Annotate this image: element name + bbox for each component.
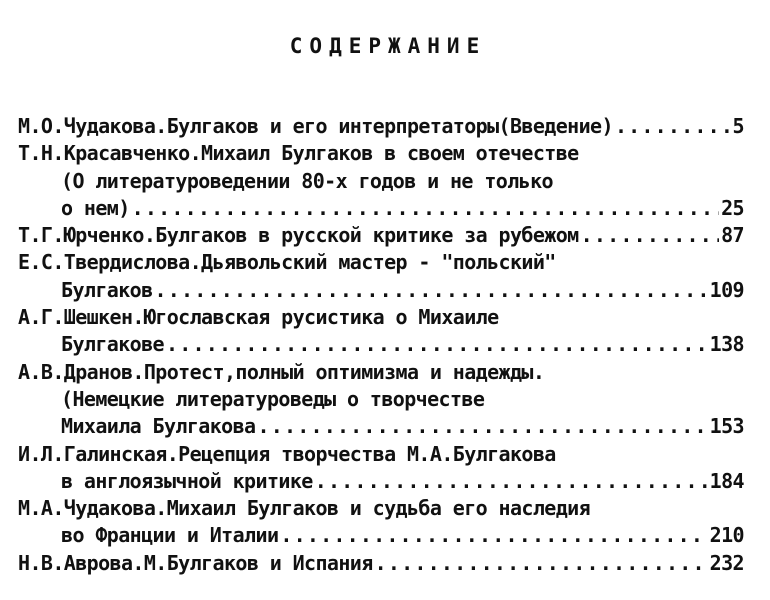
toc-entry — [18, 113, 744, 140]
toc-entry — [18, 222, 744, 249]
toc-entry-text: о нем) — [61, 195, 130, 220]
dot-leader — [155, 277, 708, 304]
toc-entry-line — [18, 168, 744, 195]
toc-entry-line — [18, 222, 744, 249]
toc-entry — [18, 359, 744, 441]
toc-entry-text: М.О.Чудакова.Булгаков и его интерпретаторы(Введение) — [18, 114, 613, 138]
toc-entry-line — [18, 195, 744, 222]
toc-entry — [18, 140, 744, 222]
toc-entry-text: Е.С.Твердислова.Дьявольский мастер - "польский" — [18, 250, 556, 275]
toc-page-number: 232 — [709, 550, 744, 575]
dot-leader — [375, 550, 708, 577]
toc-page-number: 210 — [709, 523, 744, 548]
toc-entry-text: Булгакове — [61, 332, 164, 357]
toc-page-number: 184 — [709, 468, 744, 493]
dot-leader — [315, 468, 708, 495]
toc-entry-line — [18, 550, 744, 577]
dot-leader — [166, 331, 708, 358]
toc-entry-line — [18, 468, 744, 495]
toc-entry-line — [18, 386, 744, 413]
toc-entry-text: М.А.Чудакова.Михаил Булгаков и судьба его наследия — [18, 496, 591, 521]
toc-page-number: 109 — [709, 277, 744, 302]
toc-entry-text: (О литературоведении 80-х годов и не только — [61, 168, 553, 193]
toc-entry-line — [18, 522, 744, 549]
toc-page-number: 25 — [721, 195, 744, 220]
toc-entry-line — [18, 331, 744, 358]
toc-entry — [18, 550, 744, 577]
page-heading: СОДЕРЖАНИЕ — [289, 34, 487, 58]
toc-entry-line — [18, 304, 744, 331]
toc-entry — [18, 249, 744, 304]
toc-entry-text: И.Л.Галинская.Рецепция творчества М.А.Булгакова — [18, 441, 556, 466]
toc-entry-text: А.В.Дранов.Протест,полный оптимизма и надежды. — [18, 359, 545, 384]
toc-entry-text: Н.В.Аврова.М.Булгаков и Испания — [18, 550, 373, 575]
toc-entry — [18, 495, 744, 550]
toc-entry-text: Т.Н.Красавченко.Михаил Булгаков в своем отечестве — [18, 141, 579, 166]
toc-entry-text: Булгаков — [61, 277, 153, 302]
dot-leader — [581, 222, 719, 249]
toc-entry-line — [18, 277, 744, 304]
dot-leader — [615, 113, 731, 140]
toc-entry-text: А.Г.Шешкен.Югославская русистика о Михаиле — [18, 305, 499, 330]
toc-entry-line — [18, 413, 744, 440]
toc-entry-line — [18, 140, 744, 167]
dot-leader — [258, 413, 708, 440]
toc-entry-line — [18, 113, 744, 140]
toc-entry-line — [18, 249, 744, 276]
toc-page-number: 5 — [732, 114, 744, 138]
toc-entry-text: (Немецкие литературоведы о творчестве — [61, 386, 485, 411]
table-of-contents — [18, 113, 744, 577]
toc-entry-line — [18, 441, 744, 468]
toc-page-number: 87 — [721, 223, 744, 248]
toc-entry-line — [18, 495, 744, 522]
toc-entry — [18, 441, 744, 496]
toc-entry-text: Михаила Булгакова — [61, 414, 256, 439]
dot-leader — [280, 522, 707, 549]
toc-entry-line — [18, 359, 744, 386]
toc-entry-text: Т.Г.Юрченко.Булгаков в русской критике за рубежом — [18, 223, 579, 248]
toc-entry — [18, 304, 744, 359]
toc-page-number: 153 — [709, 414, 744, 439]
toc-entry-text: во Франции и Италии — [61, 523, 279, 548]
dot-leader — [132, 195, 719, 222]
toc-entry-text: в англоязычной критике — [61, 468, 313, 493]
toc-page-number: 138 — [709, 332, 744, 357]
